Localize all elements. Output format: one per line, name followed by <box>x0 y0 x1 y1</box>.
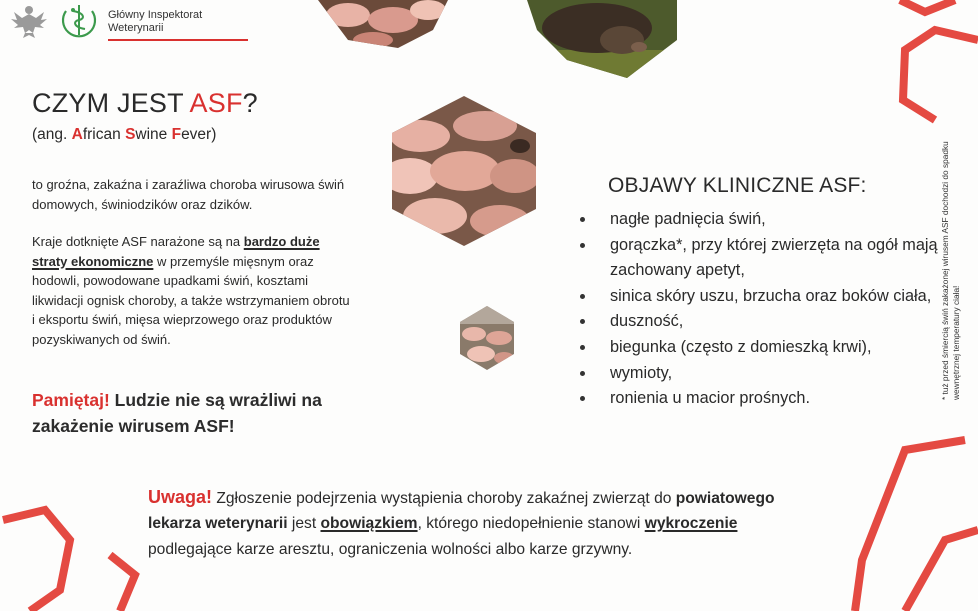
reporting-obligation-notice: Uwaga! Zgłoszenie podejrzenia wystąpienia choroby zakaźnej zwierząt do powiatowego lekarza weterynarii jest obowiązkiem, którego niedopełnienie stanowi wykroczenie podlegające karze aresztu, ograniczenia wolności albo karze grzywny. <box>148 487 775 558</box>
economic-losses-paragraph: Kraje dotknięte ASF narażone są na bardzo duże straty ekonomiczne w przemyśle mięsnym oraz hodowli, powodowane upadkami świń, kosztami likwidacji ognisk choroby, a także wstrzymaniem obrotu i eksportu świń, mięsa wieprzowego oraz produktów pozyskiwanych od świń. <box>32 234 350 347</box>
hexagon-photo-pig-pen <box>459 306 515 370</box>
list-item: biegunka (często z domieszką krwi), <box>580 335 940 361</box>
list-item: nagłe padnięcia świń, <box>580 207 940 233</box>
losses-emphasis: bardzo duże straty ekonomiczne <box>32 234 320 269</box>
header-divider <box>108 39 248 41</box>
org-name-line1: Główny Inspektorat <box>108 9 203 21</box>
hexagon-photo-piglets-top <box>318 0 448 48</box>
warning-lead: Uwaga! <box>148 487 213 507</box>
list-item: sinica skóry uszu, brzucha oraz boków ciała, <box>580 284 940 310</box>
list-item: duszność, <box>580 309 940 335</box>
bullet-icon <box>580 217 585 222</box>
list-item: ronienia u macior prośnych. <box>580 386 940 412</box>
org-name-line2: Weterynarii <box>108 22 164 34</box>
list-item: gorączka*, przy której zwierzęta na ogół mają zachowany apetyt, <box>580 233 940 284</box>
veterinary-caduceus-logo-icon <box>58 1 100 41</box>
bullet-icon <box>580 319 585 324</box>
hexagon-photo-wild-boar <box>527 0 677 80</box>
subtitle-english-name: (ang. African Swine Fever) <box>32 126 217 143</box>
symptoms-heading: OBJAWY KLINICZNE ASF: <box>608 174 867 197</box>
hexagon-photo-pig-herd <box>390 96 538 246</box>
page-title: CZYM JEST ASF? <box>32 88 258 118</box>
header-logos <box>8 0 253 44</box>
symptoms-list <box>580 207 940 412</box>
bullet-icon <box>580 345 585 350</box>
bullet-icon <box>580 396 585 401</box>
reminder-callout: Pamiętaj! Ludzie nie są wrażliwi na zakażenie wirusem ASF! <box>32 390 322 436</box>
fever-footnote: * tuż przed śmiercią świń zakażonej wirusem ASF dochodzi do spadku wewnętrznej temperatury ciała! <box>940 141 961 400</box>
bullet-icon <box>580 294 585 299</box>
polish-eagle-emblem-icon <box>8 2 50 40</box>
bullet-icon <box>580 371 585 376</box>
bullet-icon <box>580 243 585 248</box>
title-highlight: ASF <box>189 88 243 118</box>
list-item: wymioty, <box>580 361 940 387</box>
definition-paragraph: to groźna, zakaźna i zaraźliwa choroba wirusowa świń domowych, świniodzików oraz dzików. <box>32 177 345 212</box>
reminder-lead: Pamiętaj! <box>32 390 110 410</box>
